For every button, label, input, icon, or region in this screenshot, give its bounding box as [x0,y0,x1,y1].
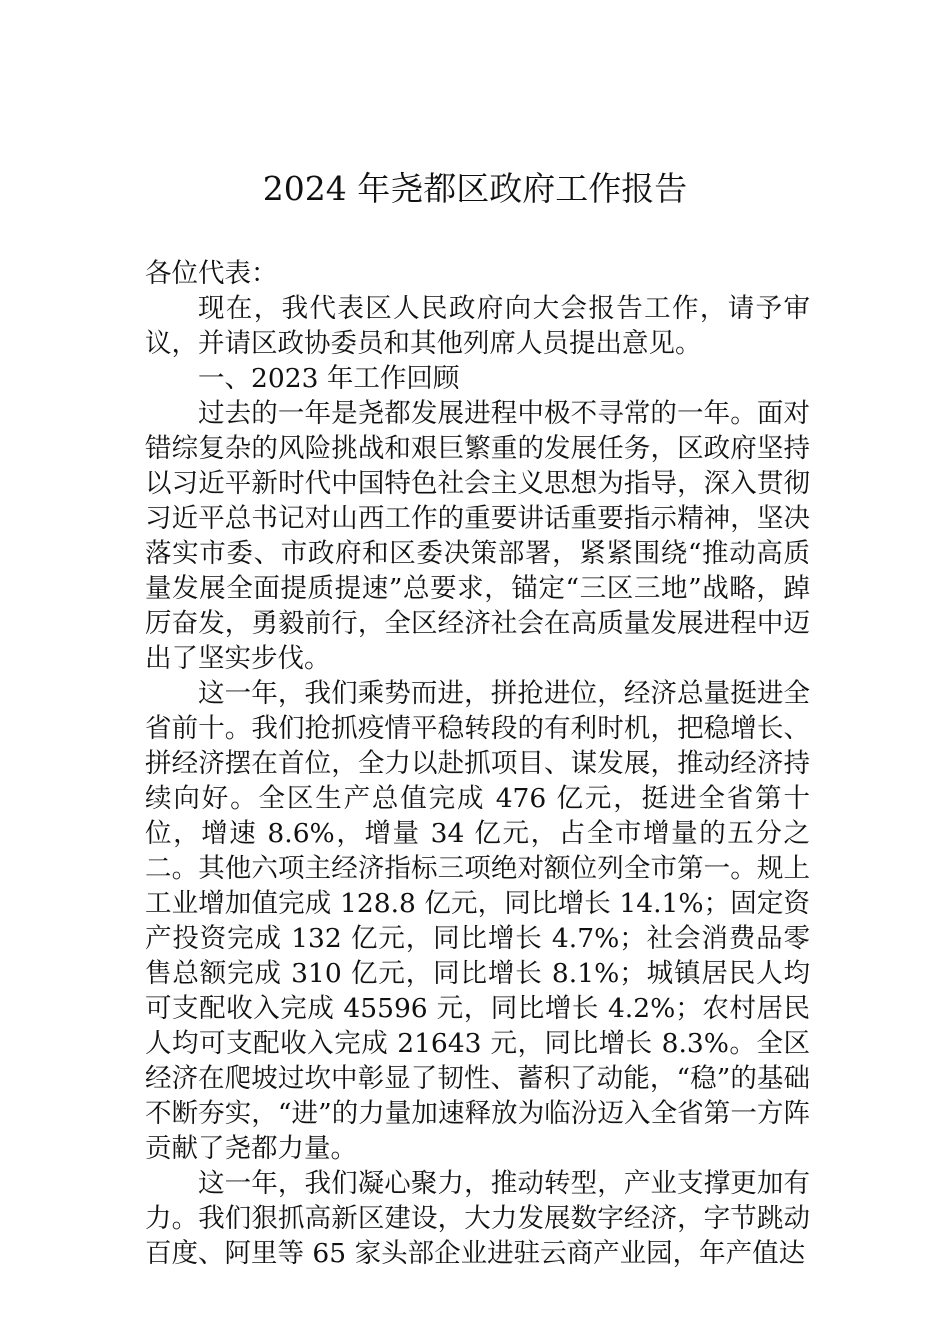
paragraph-intro: 现在，我代表区人民政府向大会报告工作，请予审议，并请区政协委员和其他列席人员提出意见。 [145,293,810,359]
document-title: 2024 年尧都区政府工作报告 [262,169,688,208]
paragraph-economy: 这一年，我们乘势而进，拼抢进位，经济总量挺进全省前十。我们抢抓疫情平稳转段的有利时机，把稳增长、拼经济摆在首位，全力以赴抓项目、谋发展，推动经济持续向好。全区生产总值完成 476 亿元，挺进全省第十位，增速 8.6%，增量 34 亿元，占全市增量的五分之二。其他六项主经济指标三项绝对额位列全市第一。规上工业增加值完成 128.8 亿元，同比增长 14.1%；固定资产投资完成 132 亿元，同比增长 4.7%；社会消费品零售总额完成 310 亿元，同比增长 8.1%；城镇居民人均可支配收入完成 45596 元，同比增长 4.2%；农村居民人均可支配收入完成 21643 元，同比增长 8.3%。全区经济在爬坡过坎中彰显了韧性、蓄积了动能，“稳”的基础不断夯实，“进”的力量加速释放为临汾迈入全省第一方阵贡献了尧都力量。 [145,678,810,1164]
document-body [145,256,810,1271]
paragraph-overview: 过去的一年是尧都发展进程中极不寻常的一年。面对错综复杂的风险挑战和艰巨繁重的发展任务，区政府坚持以习近平新时代中国特色社会主义思想为指导，深入贯彻习近平总书记对山西工作的重要讲话重要指示精神，坚决落实市委、市政府和区委决策部署，紧紧围绕“推动高质量发展全面提质提速”总要求，锚定“三区三地”战略，踔厉奋发，勇毅前行，全区经济社会在高质量发展进程中迈出了坚实步伐。 [145,398,810,674]
salutation: 各位代表： [145,258,278,289]
paragraph-industry: 这一年，我们凝心聚力，推动转型，产业支撑更加有力。我们狠抓高新区建设，大力发展数字经济，字节跳动百度、阿里等 65 家头部企业进驻云商产业园，年产值达 [145,1168,810,1269]
section-heading: 一、2023 年工作回顾 [198,363,460,394]
